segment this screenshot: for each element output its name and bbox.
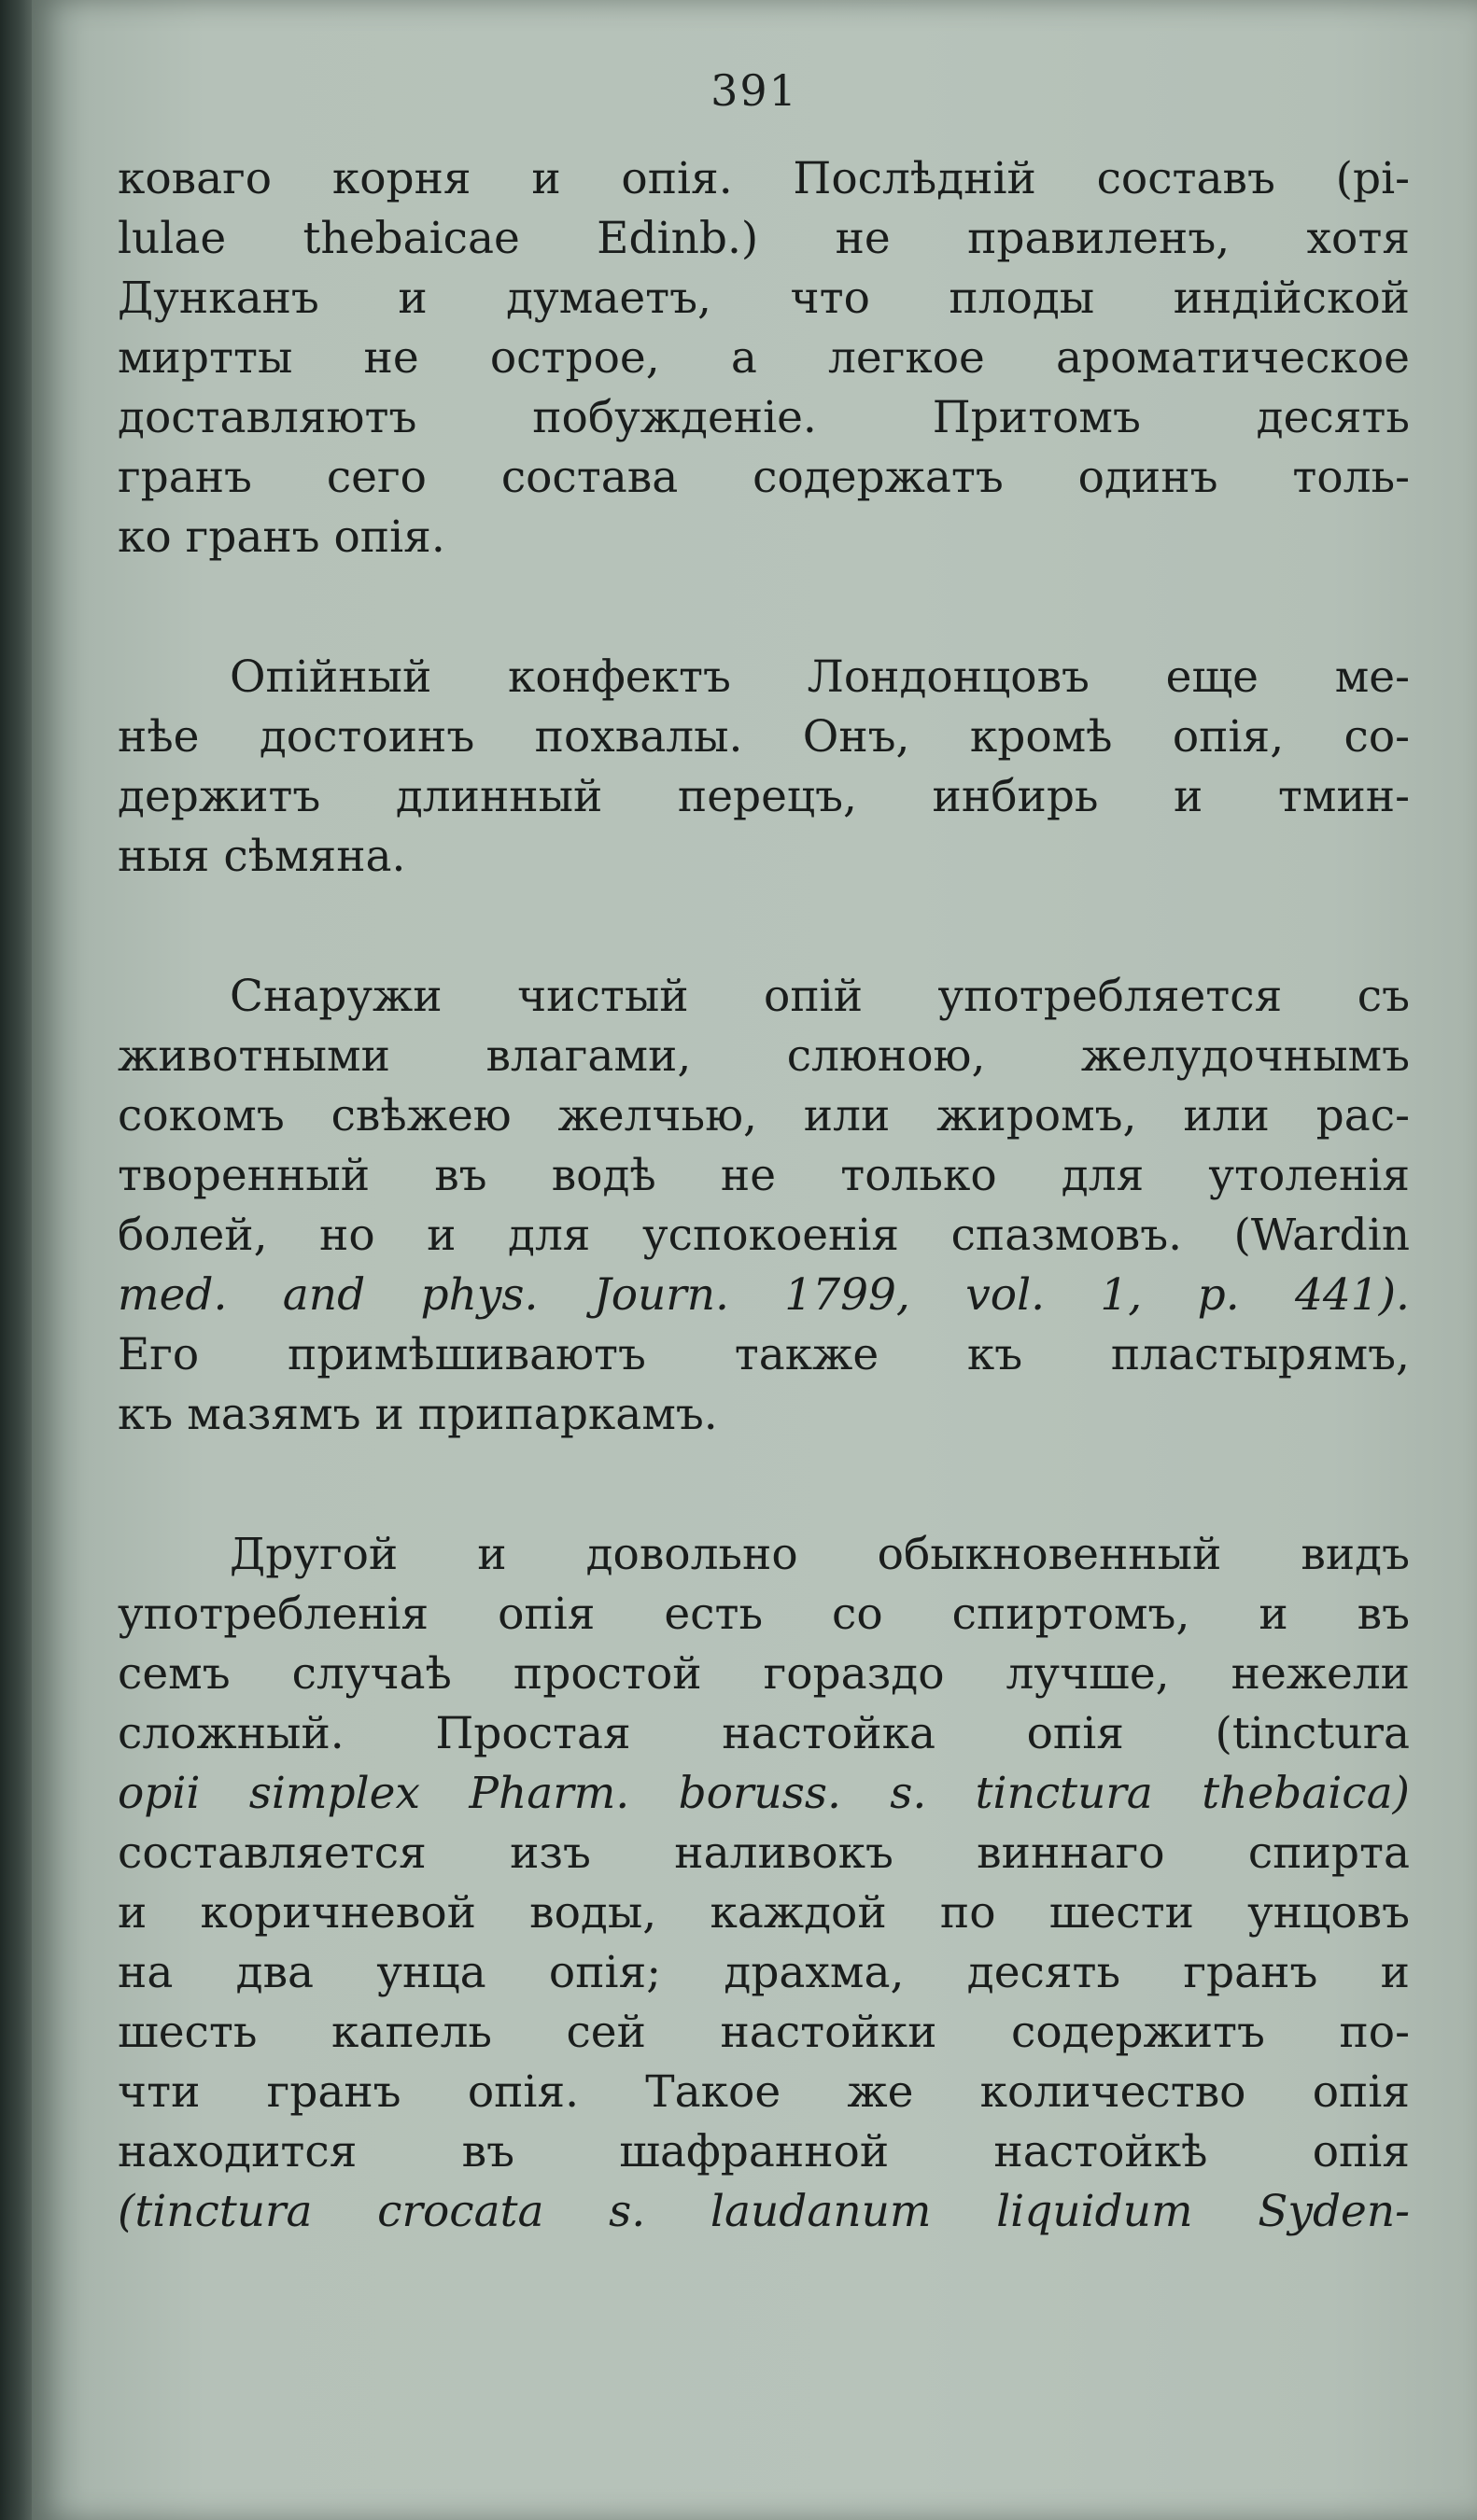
text-line: болей, но и для успокоенія спазмовъ. (Wardin [118,1210,1410,1261]
text-line: сокомъ свѣжею желчью, или жиромъ, или рас- [118,1090,1410,1141]
text-line: творенный въ водѣ не только для утоленія [118,1150,1410,1201]
book-page [32,0,1477,2520]
paragraph [118,149,1410,567]
text-line: ко гранъ опія. [118,511,445,563]
text-line: животными влагами, слюною, желудочнымъ [118,1030,1410,1082]
text-line: lulae thebaicae Edinb.) не правиленъ, хотя [118,213,1410,264]
paragraph [118,967,1410,1445]
text-line: шесть капель сей настойки содержитъ по- [118,2007,1410,2058]
text-line: семъ случаѣ простой гораздо лучше, нежели [118,1648,1410,1700]
text-line: чти гранъ опія. Такое же количество опія [118,2066,1410,2118]
text-line: med. and phys. Journ. 1799, vol. 1, p. 441). [118,1269,1410,1321]
book-gutter [0,0,32,2520]
page-text [118,149,1410,2242]
text-line: сложный. Простая настойка опія (tinctura [118,1708,1410,1759]
paragraph [118,1525,1410,2242]
text-line: держитъ длинный перецъ, инбирь и тмин- [118,771,1410,822]
text-line: Дунканъ и думаетъ, что плоды индійской [118,273,1410,324]
text-line: гранъ сего состава содержатъ одинъ толь- [118,452,1410,503]
text-line: миртты не острое, а легкое ароматическое [118,332,1410,384]
text-line: Его примѣшиваютъ также къ пластырямъ, [118,1329,1410,1380]
text-line: opii simplex Pharm. boruss. s. tinctura thebaica) [118,1768,1410,1819]
text-line: Опійный конфектъ Лондонцовъ еще ме- [230,651,1410,703]
text-line: Другой и довольно обыкновенный видъ [230,1529,1410,1580]
text-line: (tinctura crocata s. laudanum liquidum Syden- [118,2186,1410,2237]
paragraph-gap [118,887,1410,967]
text-line: коваго корня и опія. Послѣдній составъ (pi- [118,153,1410,204]
text-line: доставляютъ побужденіе. Притомъ десять [118,392,1410,443]
paragraph-gap [118,1445,1410,1525]
text-line: находится въ шафранной настойкѣ опія [118,2126,1410,2177]
text-line: и коричневой воды, каждой по шести унцовъ [118,1887,1410,1939]
text-line: составляется изъ наливокъ виннаго спирта [118,1827,1410,1879]
text-line: нѣе достоинъ похвалы. Онъ, кромѣ опія, со- [118,711,1410,763]
text-line: Снаружи чистый опій употребляется съ [230,971,1410,1022]
text-line: къ мазямъ и припаркамъ. [118,1389,718,1440]
text-line: употребленія опія есть со спиртомъ, и въ [118,1589,1410,1640]
text-line: на два унца опія; драхма, десять гранъ и [118,1947,1410,1998]
paragraph-gap [118,567,1410,648]
paragraph [118,648,1410,887]
page-number: 391 [710,65,798,116]
text-line: ныя сѣмяна. [118,831,406,882]
